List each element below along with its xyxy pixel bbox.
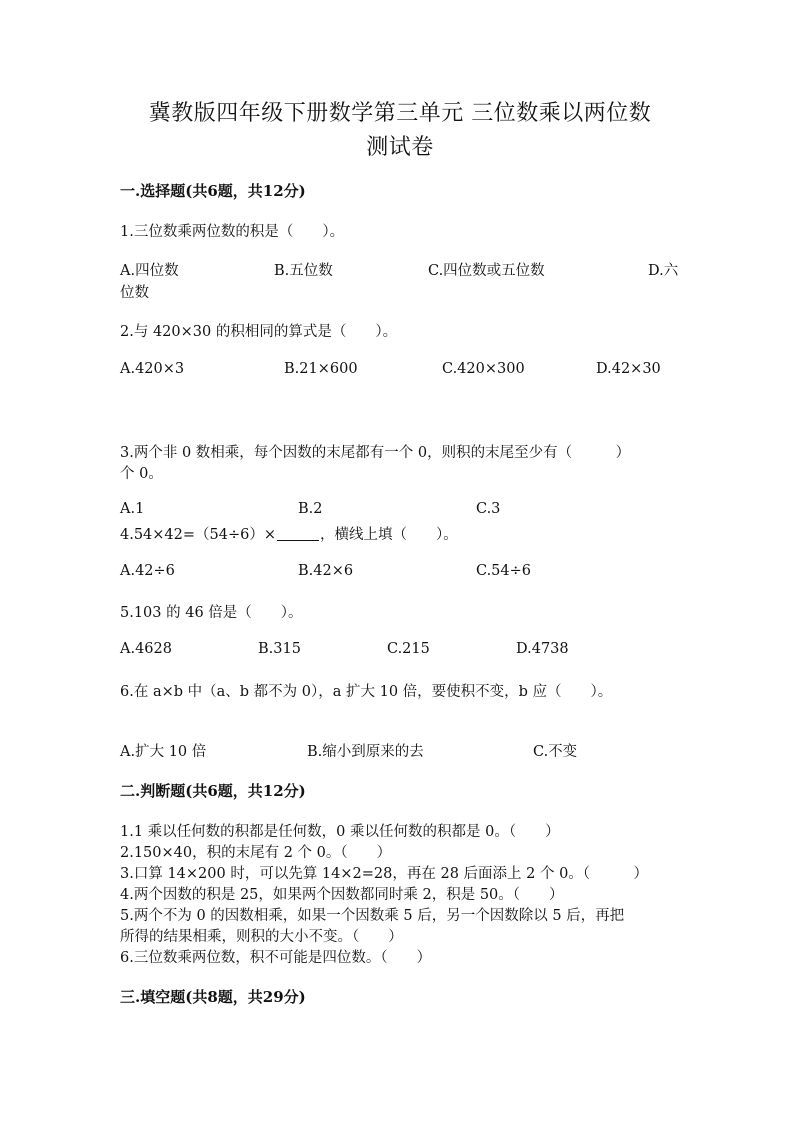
question-1-stem: 1.三位数乘两位数的积是（ ）。 [120, 224, 345, 240]
question-4-stem-start: 4.54×42=（54÷6）× [120, 527, 277, 543]
question-2-option-b: B.21×600 [284, 361, 358, 377]
question-5-stem: 5.103 的 46 倍是（ ）。 [120, 605, 303, 621]
section-choice-heading: 一.选择题(共6题，共12分) [120, 182, 306, 200]
question-6-option-c: C.不变 [533, 744, 578, 760]
question-6-option-b: B.缩小到原来的去 [307, 744, 424, 760]
question-4-option-c: C.54÷6 [476, 563, 532, 579]
answer-blank-line[interactable] [277, 526, 319, 541]
question-3-option-a: A.1 [120, 501, 145, 517]
question-2-option-d: D.42×30 [596, 361, 661, 377]
judge-item-5-continued: 所得的结果相乘，则积的大小不变。（ ） [120, 929, 403, 945]
question-5-option-c: C.215 [387, 641, 430, 657]
question-3-stem-continued: 个 0。 [120, 466, 163, 482]
page-title-line2: 测试卷 [366, 135, 434, 160]
question-2-stem: 2.与 420×30 的积相同的算式是（ ）。 [120, 324, 398, 340]
question-6-option-a: A.扩大 10 倍 [120, 744, 207, 760]
question-2-option-c: C.420×300 [442, 361, 525, 377]
section-judge-heading: 二.判断题(共6题，共12分) [120, 782, 306, 800]
question-3-option-b: B.2 [298, 501, 323, 517]
question-4-stem [120, 523, 458, 544]
question-1-option-d-continued: 位数 [120, 285, 149, 301]
judge-item-5: 5.两个不为 0 的因数相乘，如果一个因数乘 5 后，另一个因数除以 5 后，再把 [120, 908, 625, 924]
judge-item-3: 3.口算 14×200 时，可以先算 14×2=28，再在 28 后面添上 2 个 0。（ ） [120, 866, 649, 882]
question-4-stem-end: ，横线上填（ ）。 [320, 527, 458, 543]
question-5-option-a: A.4628 [120, 641, 172, 657]
question-5-option-b: B.315 [258, 641, 301, 657]
question-5-option-d: D.4738 [516, 641, 569, 657]
question-3-stem: 3.两个非 0 数相乘，每个因数的末尾都有一个 0，则积的末尾至少有（ ） [120, 445, 631, 461]
judge-item-6: 6.三位数乘两位数，积不可能是四位数。（ ） [120, 950, 432, 966]
question-4-option-b: B.42×6 [298, 563, 354, 579]
question-1-option-a: A.四位数 [120, 263, 179, 279]
question-1-option-b: B.五位数 [274, 263, 333, 279]
question-4-option-a: A.42÷6 [120, 563, 175, 579]
section-fill-heading: 三.填空题(共8题，共29分) [120, 988, 306, 1006]
question-1-option-c: C.四位数或五位数 [428, 263, 545, 279]
question-3-option-c: C.3 [476, 501, 501, 517]
question-2-option-a: A.420×3 [120, 361, 185, 377]
question-6-stem: 6.在 a×b 中（a、b 都不为 0），a 扩大 10 倍，要使积不变，b 应（ ）。 [120, 684, 613, 700]
question-1-option-d: D.六 [648, 263, 679, 279]
page-title-line1: 冀教版四年级下册数学第三单元 三位数乘以两位数 [148, 101, 652, 126]
judge-item-1: 1.1 乘以任何数的积都是任何数，0 乘以任何数的积都是 0。（ ） [120, 824, 560, 840]
judge-item-2: 2.150×40，积的末尾有 2 个 0。（ ） [120, 845, 392, 861]
judge-item-4: 4.两个因数的积是 25，如果两个因数都同时乘 2，积是 50。（ ） [120, 887, 564, 903]
